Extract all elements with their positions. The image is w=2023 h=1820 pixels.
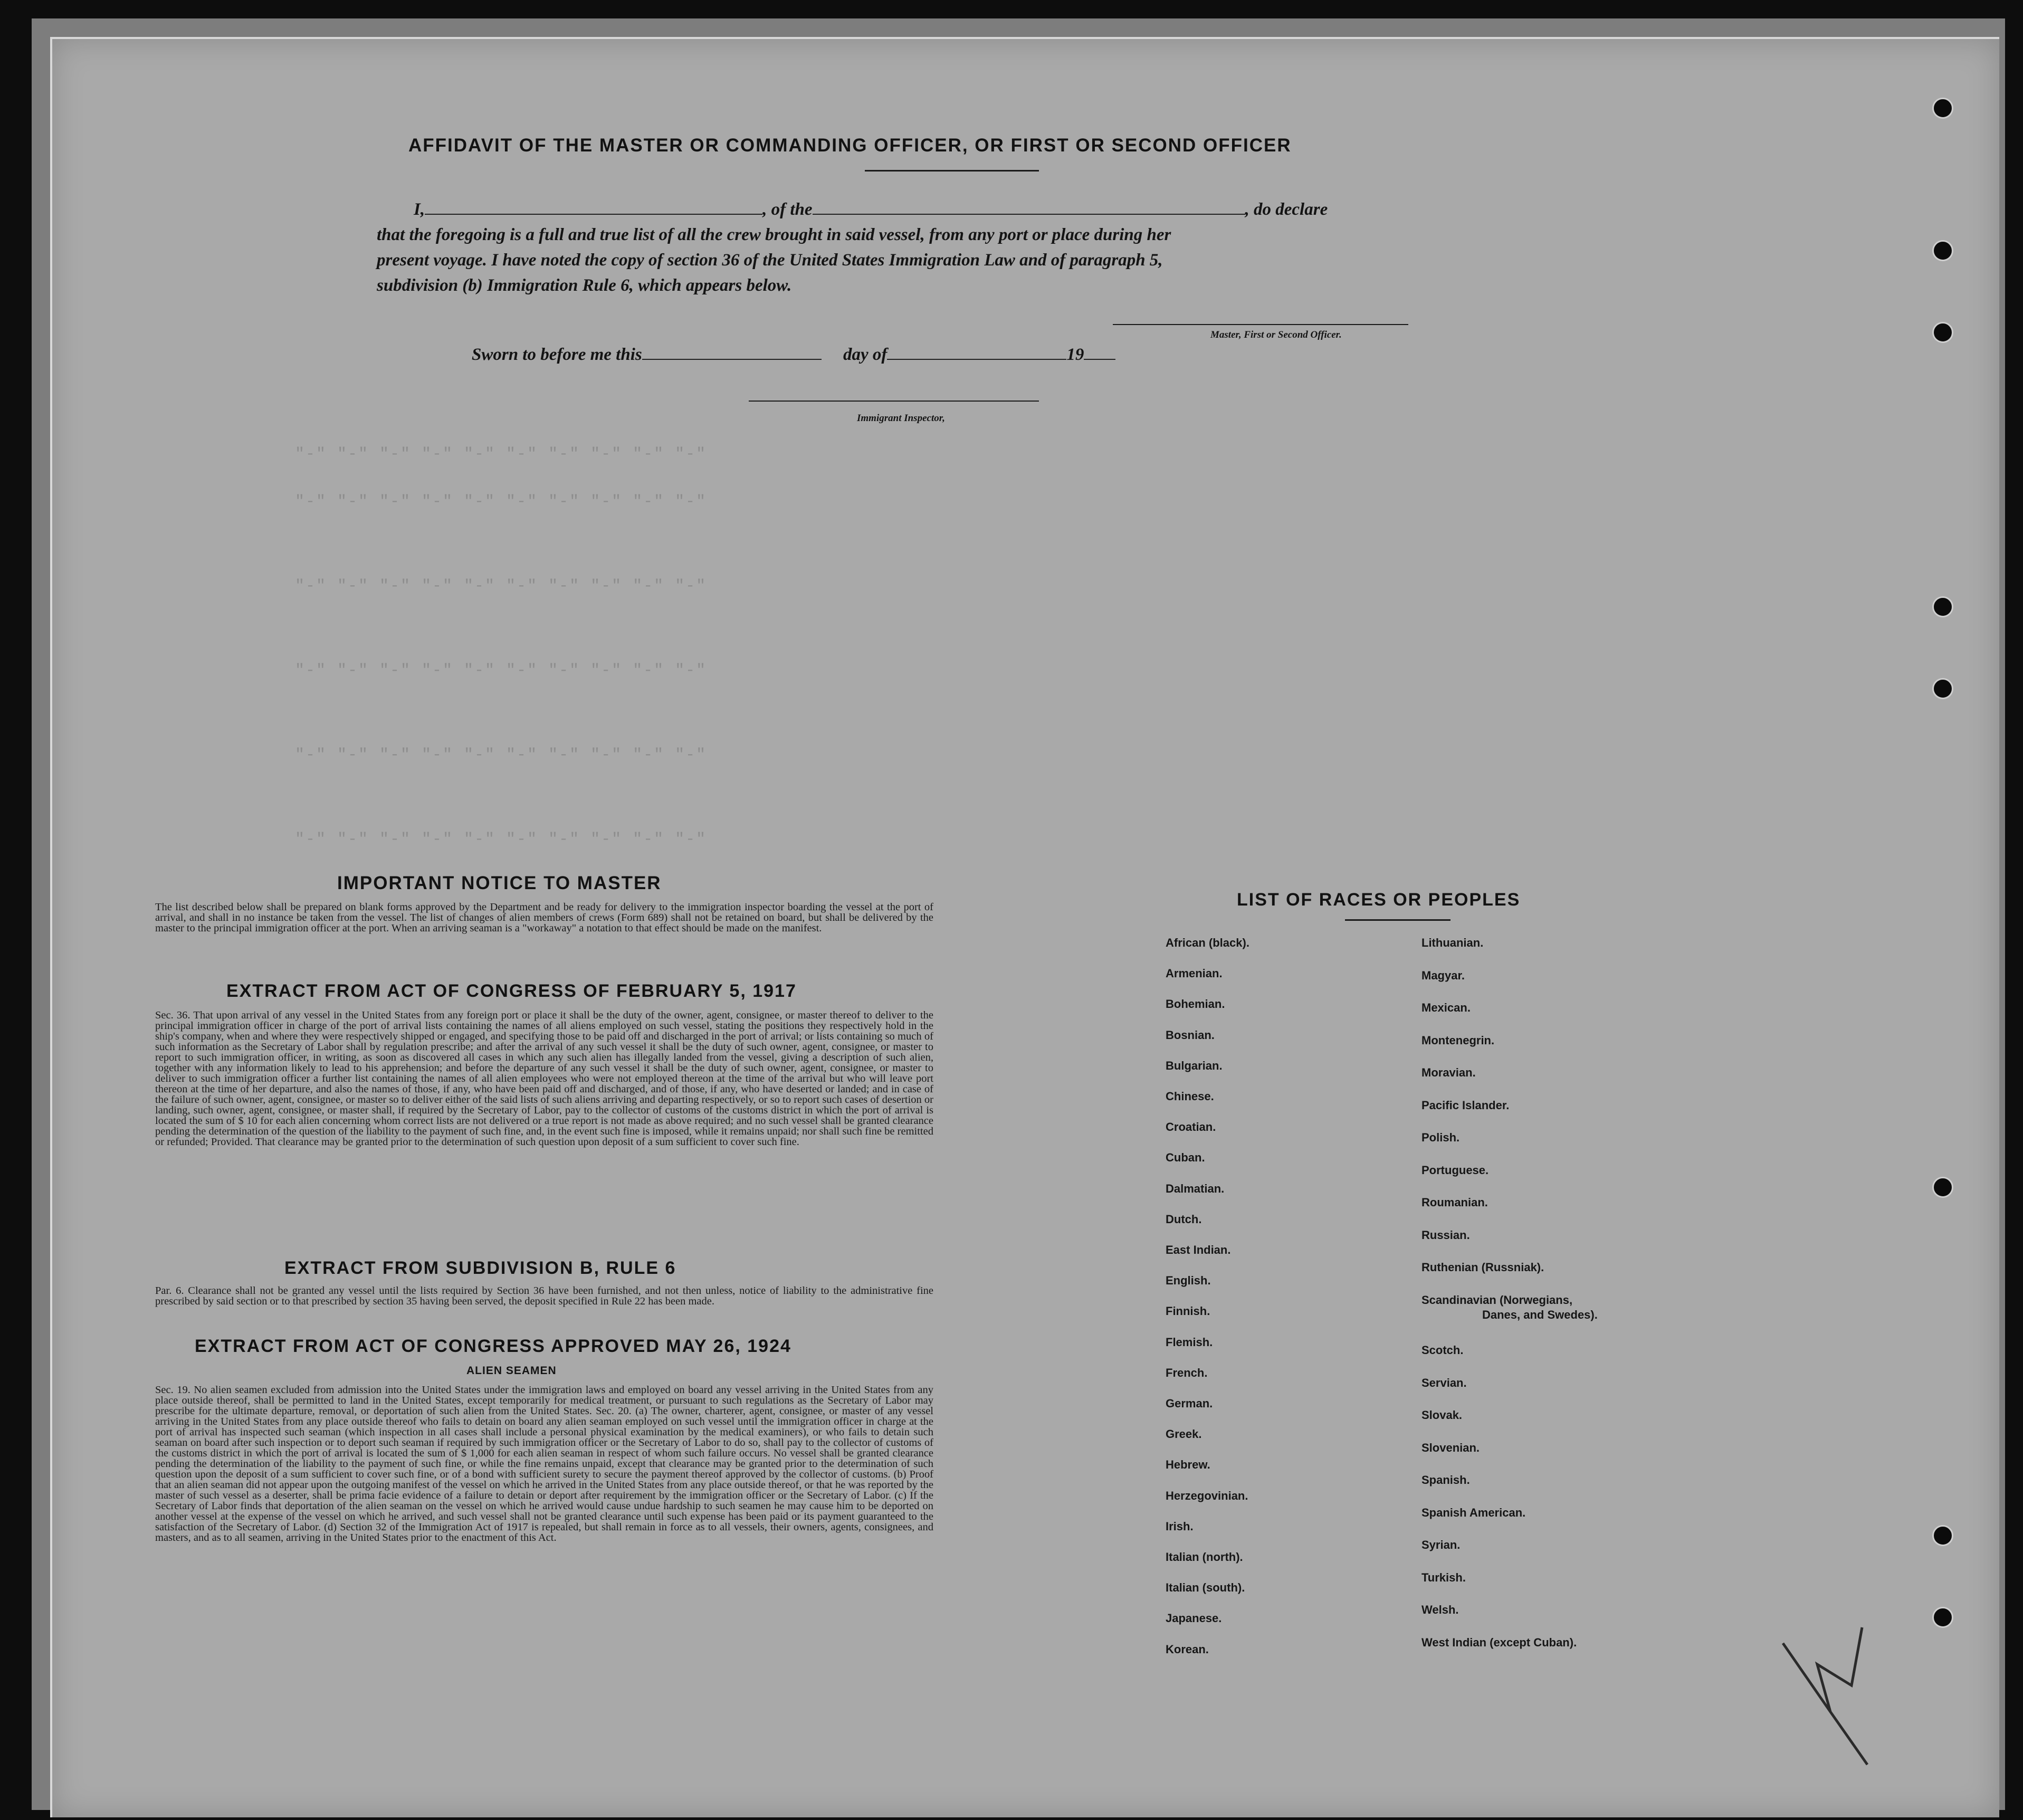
race-item: Cuban. xyxy=(1166,1151,1205,1165)
race-item: French. xyxy=(1166,1366,1208,1379)
race-item: Irish. xyxy=(1166,1519,1194,1533)
affidavit-line-1 xyxy=(414,200,1328,220)
bleed-through: "-" "-" "-" "-" "-" "-" "-" "-" "-" "-" xyxy=(295,746,707,764)
race-item: Syrian. xyxy=(1421,1538,1461,1551)
race-item: Moravian. xyxy=(1421,1066,1476,1079)
binder-hole xyxy=(1932,1177,1953,1198)
race-item: African (black). xyxy=(1166,936,1249,949)
binder-hole xyxy=(1932,596,1953,617)
sworn-line xyxy=(472,345,1115,365)
bleed-through: "-" "-" "-" "-" "-" "-" "-" "-" "-" "-" xyxy=(295,493,707,511)
year-blank[interactable] xyxy=(1084,359,1115,360)
bleed-through: "-" "-" "-" "-" "-" "-" "-" "-" "-" "-" xyxy=(295,445,707,463)
race-item: Pacific Islander. xyxy=(1421,1098,1510,1112)
race-item: Dalmatian. xyxy=(1166,1181,1225,1195)
sworn-label: Sworn to before me this xyxy=(472,345,642,364)
affidavit-line-3: present voyage. I have noted the copy of section 36 of the United States Immigration Law and of paragraph 5, xyxy=(377,251,1163,270)
handwritten-mark xyxy=(1772,1596,1878,1770)
title-underline xyxy=(865,170,1039,171)
master-signature-line[interactable] xyxy=(1113,324,1408,325)
binder-hole xyxy=(1932,240,1953,261)
race-item: Mexican. xyxy=(1421,1001,1471,1014)
inspector-caption: Immigrant Inspector, xyxy=(857,413,945,424)
affidavit-of-the: , of the xyxy=(762,200,813,219)
race-item: Hebrew. xyxy=(1166,1458,1210,1472)
race-item: Bulgarian. xyxy=(1166,1059,1223,1072)
inspector-signature-line[interactable] xyxy=(749,401,1039,402)
day-of-label: day of xyxy=(843,345,888,364)
race-item: Lithuanian. xyxy=(1421,936,1484,949)
affidavit-title: AFFIDAVIT OF THE MASTER OR COMMANDING OFFICER, OR FIRST OR SECOND OFFICER xyxy=(408,135,1292,156)
race-item: Spanish American. xyxy=(1421,1505,1526,1519)
race-item: Welsh. xyxy=(1421,1603,1459,1616)
race-item: Flemish. xyxy=(1166,1335,1213,1349)
bleed-through: "-" "-" "-" "-" "-" "-" "-" "-" "-" "-" xyxy=(295,831,707,849)
race-item: Polish. xyxy=(1421,1131,1460,1144)
year-label: 19 xyxy=(1066,345,1084,364)
race-item: Herzegovinian. xyxy=(1166,1489,1248,1502)
race-item: Chinese. xyxy=(1166,1090,1214,1103)
race-item: Ruthenian (Russniak). xyxy=(1421,1261,1544,1274)
binder-hole xyxy=(1932,322,1953,343)
extract-rule6-text: Par. 6. Clearance shall not be granted any vessel until the lists required by Section 36 have been furnished, and not then unless, notice of liability to the administrative fine prescribed by said section or to that prescribed by section 35 having been served, the deposit specified in Rule 22 has been made. xyxy=(155,1285,933,1307)
sworn-month-blank[interactable] xyxy=(887,359,1066,360)
race-item: Danes, and Swedes). xyxy=(1482,1308,1598,1321)
race-item: Italian (north). xyxy=(1166,1550,1243,1564)
race-item: English. xyxy=(1166,1274,1211,1288)
race-item: Finnish. xyxy=(1166,1304,1210,1318)
race-item: Turkish. xyxy=(1421,1570,1466,1584)
race-item: Russian. xyxy=(1421,1228,1470,1242)
race-item: Slovenian. xyxy=(1421,1441,1480,1454)
extract-1917-text: Sec. 36. That upon arrival of any vessel in the United States from any foreign port or place it shall be the duty of the owner, agent, consignee, or master thereof to deliver to the principal immigration officer in charge of the port of arrival lists containing the names of all aliens employed on such vessel, stating the positions they respectively hold in the ship's company, when and where they were respectively shipped or engaged, and specifying those to be paid off and discharged in the port of arrival; or lists containing so much of such information as the Secretary of Labor shall by regulation prescribe; and after the arrival of any such vessel it shall be the duty of such owner, agent, consignee, or master to report to such immigration officer, in writing, as soon as discovered all cases in which any such alien has illegally landed from the vessel, giving a description of such alien, together with any information likely to lead to his apprehension; and before the departure of any such vessel it shall be the duty of such owner, agent, consignee, or master to deliver to such immigration officer a further list containing the names of all alien employees who were not employed thereon at the time of the arrival but who will leave port thereon at the time of her departure, and also the names of those, if any, who have been paid off and discharged, and of those, if any, who have deserted or landed; and in case of the failure of such owner, agent, consignee, or master so to deliver either of the said lists of such aliens arriving and departing respectively, or so to report such cases of desertion or landing, such owner, agent, consignee, or master shall, if required by the Secretary of Labor, pay to the collector of customs of the customs district in which the port of arrival is located the sum of $ 10 for each alien concerning whom correct lists are not delivered or a true report is not made as above required; and no such vessel shall be granted clearance pending the determination of the question of the liability to the payment of such fine, and, in the event such fine is imposed, while it remains unpaid; nor shall such fine be remitted or refunded; Provided. That clearance may be granted prior to the determination of such question upon deposit of a sum sufficient to cover such fine. xyxy=(155,1009,933,1148)
race-item: Scotch. xyxy=(1421,1343,1464,1357)
races-underline xyxy=(1345,919,1451,921)
bleed-through: "-" "-" "-" "-" "-" "-" "-" "-" "-" "-" xyxy=(295,577,707,595)
extract-1924-text: Sec. 19. No alien seamen excluded from admission into the United States under the immigration laws and employed on board any vessel arriving in the United States from any place outside thereof, shall be permitted to land in the United States, except temporarily for medical treatment, or pursuant to such regulations as the Secretary of Labor may prescribe for the ultimate departure, removal, or deportation of such alien from the United States. Sec. 20. (a) The owner, charterer, agent, consignee, or master of any vessel arriving in the United States from any place outside thereof who fails to detain on board any alien seaman employed on such vessel until the immigration officer in charge at the port of arrival has inspected such seaman (which inspection in all cases shall include a personal physical examination by the medical examiners), or who fails to detain such seaman on board after such inspection or to deport such seaman if required by such immigration officer or the Secretary of Labor to do so, shall pay to the collector of customs of the customs district in which the port of arrival is located the sum of $ 1,000 for each alien seaman in respect of whom such failure occurs. No vessel shall be granted clearance pending the determination of the liability to the payment of such fine, or while the fine remains unpaid, except that clearance may be granted prior to the determination of such question upon the deposit of a sum sufficient to cover such fine, or of a bond with sufficient surety to secure the payment thereof approved by the collector of customs. (b) Proof that an alien seaman did not appear upon the outgoing manifest of the vessel on which he arrived in the United States from any place outside thereof, or that he was reported by the master of such vessel as a deserter, shall be prima facie evidence of a failure to detain or deport after requirement by the immigration officer or the Secretary of Labor. (c) If the Secretary of Labor finds that deportation of the alien seaman on the vessel on which he arrived would cause undue hardship to such seamen he may cause him to be deported on another vessel at the expense of the vessel on which he arrived, and such vessel shall not be granted clearance until such expense has been paid or its payment guaranteed to the satisfaction of the Secretary of Labor. (d) Section 32 of the Immigration Act of 1917 is repealed, but shall remain in force as to all vessels, their owners, agents, consignees, and masters, and as to all seamen, arriving in the United States prior to the enactment of this Act. xyxy=(155,1384,933,1543)
race-item: Japanese. xyxy=(1166,1612,1222,1625)
binder-hole xyxy=(1932,1607,1953,1628)
binder-hole xyxy=(1932,1525,1953,1546)
races-title: LIST OF RACES OR PEOPLES xyxy=(1237,890,1521,910)
race-item: Servian. xyxy=(1421,1376,1467,1389)
race-item: Montenegrin. xyxy=(1421,1033,1495,1047)
race-item: Croatian. xyxy=(1166,1120,1216,1134)
affidavit-declare: , do declare xyxy=(1245,200,1328,219)
race-item: Bosnian. xyxy=(1166,1028,1215,1042)
notice-title: IMPORTANT NOTICE TO MASTER xyxy=(337,873,662,893)
race-item: Magyar. xyxy=(1421,968,1465,982)
binder-hole xyxy=(1932,98,1953,119)
extract-1917-title: EXTRACT FROM ACT OF CONGRESS OF FEBRUARY 5, 1917 xyxy=(226,981,797,1001)
race-item: Scandinavian (Norwegians, xyxy=(1421,1293,1573,1307)
race-item: Portuguese. xyxy=(1421,1163,1489,1177)
race-item: Roumanian. xyxy=(1421,1196,1488,1209)
form-sheet xyxy=(50,37,1999,1817)
master-signature-caption: Master, First or Second Officer. xyxy=(1210,329,1342,340)
vessel-blank[interactable] xyxy=(813,214,1245,215)
sworn-day-blank[interactable] xyxy=(642,359,822,360)
affidavit-line-2: that the foregoing is a full and true list of all the crew brought in said vessel, from any port or place during her xyxy=(377,225,1171,244)
extract-rule6-title: EXTRACT FROM SUBDIVISION B, RULE 6 xyxy=(284,1258,676,1278)
race-item: Slovak. xyxy=(1421,1408,1463,1422)
race-item: Italian (south). xyxy=(1166,1581,1245,1595)
race-item: Spanish. xyxy=(1421,1473,1470,1487)
affidavit-i: I, xyxy=(414,200,425,219)
name-blank[interactable] xyxy=(425,214,762,215)
race-item: Dutch. xyxy=(1166,1212,1202,1226)
race-item: East Indian. xyxy=(1166,1243,1231,1256)
notice-text: The list described below shall be prepared on blank forms approved by the Department and be ready for delivery to the immigration inspector boarding the vessel at the port of arrival, and shall in no instance be taken from the vessel. The list of changes of alien members of crews (Form 689) shall not be retained on board, but shall be delivered by the master to the principal immigration officer at the port. When an arriving seaman is a "workaway" a notation to that effect should be made on the manifest. xyxy=(155,901,933,934)
race-item: West Indian (except Cuban). xyxy=(1421,1635,1577,1649)
extract-1924-title: EXTRACT FROM ACT OF CONGRESS APPROVED MAY 26, 1924 xyxy=(195,1336,791,1356)
affidavit-line-4: subdivision (b) Immigration Rule 6, which appears below. xyxy=(377,276,792,295)
alien-seamen-subtitle: ALIEN SEAMEN xyxy=(466,1365,557,1377)
race-item: Greek. xyxy=(1166,1427,1202,1441)
binder-hole xyxy=(1932,678,1953,699)
race-item: German. xyxy=(1166,1397,1213,1410)
race-item: Armenian. xyxy=(1166,967,1223,980)
race-item: Korean. xyxy=(1166,1642,1209,1656)
bleed-through: "-" "-" "-" "-" "-" "-" "-" "-" "-" "-" xyxy=(295,662,707,680)
race-item: Bohemian. xyxy=(1166,997,1225,1011)
